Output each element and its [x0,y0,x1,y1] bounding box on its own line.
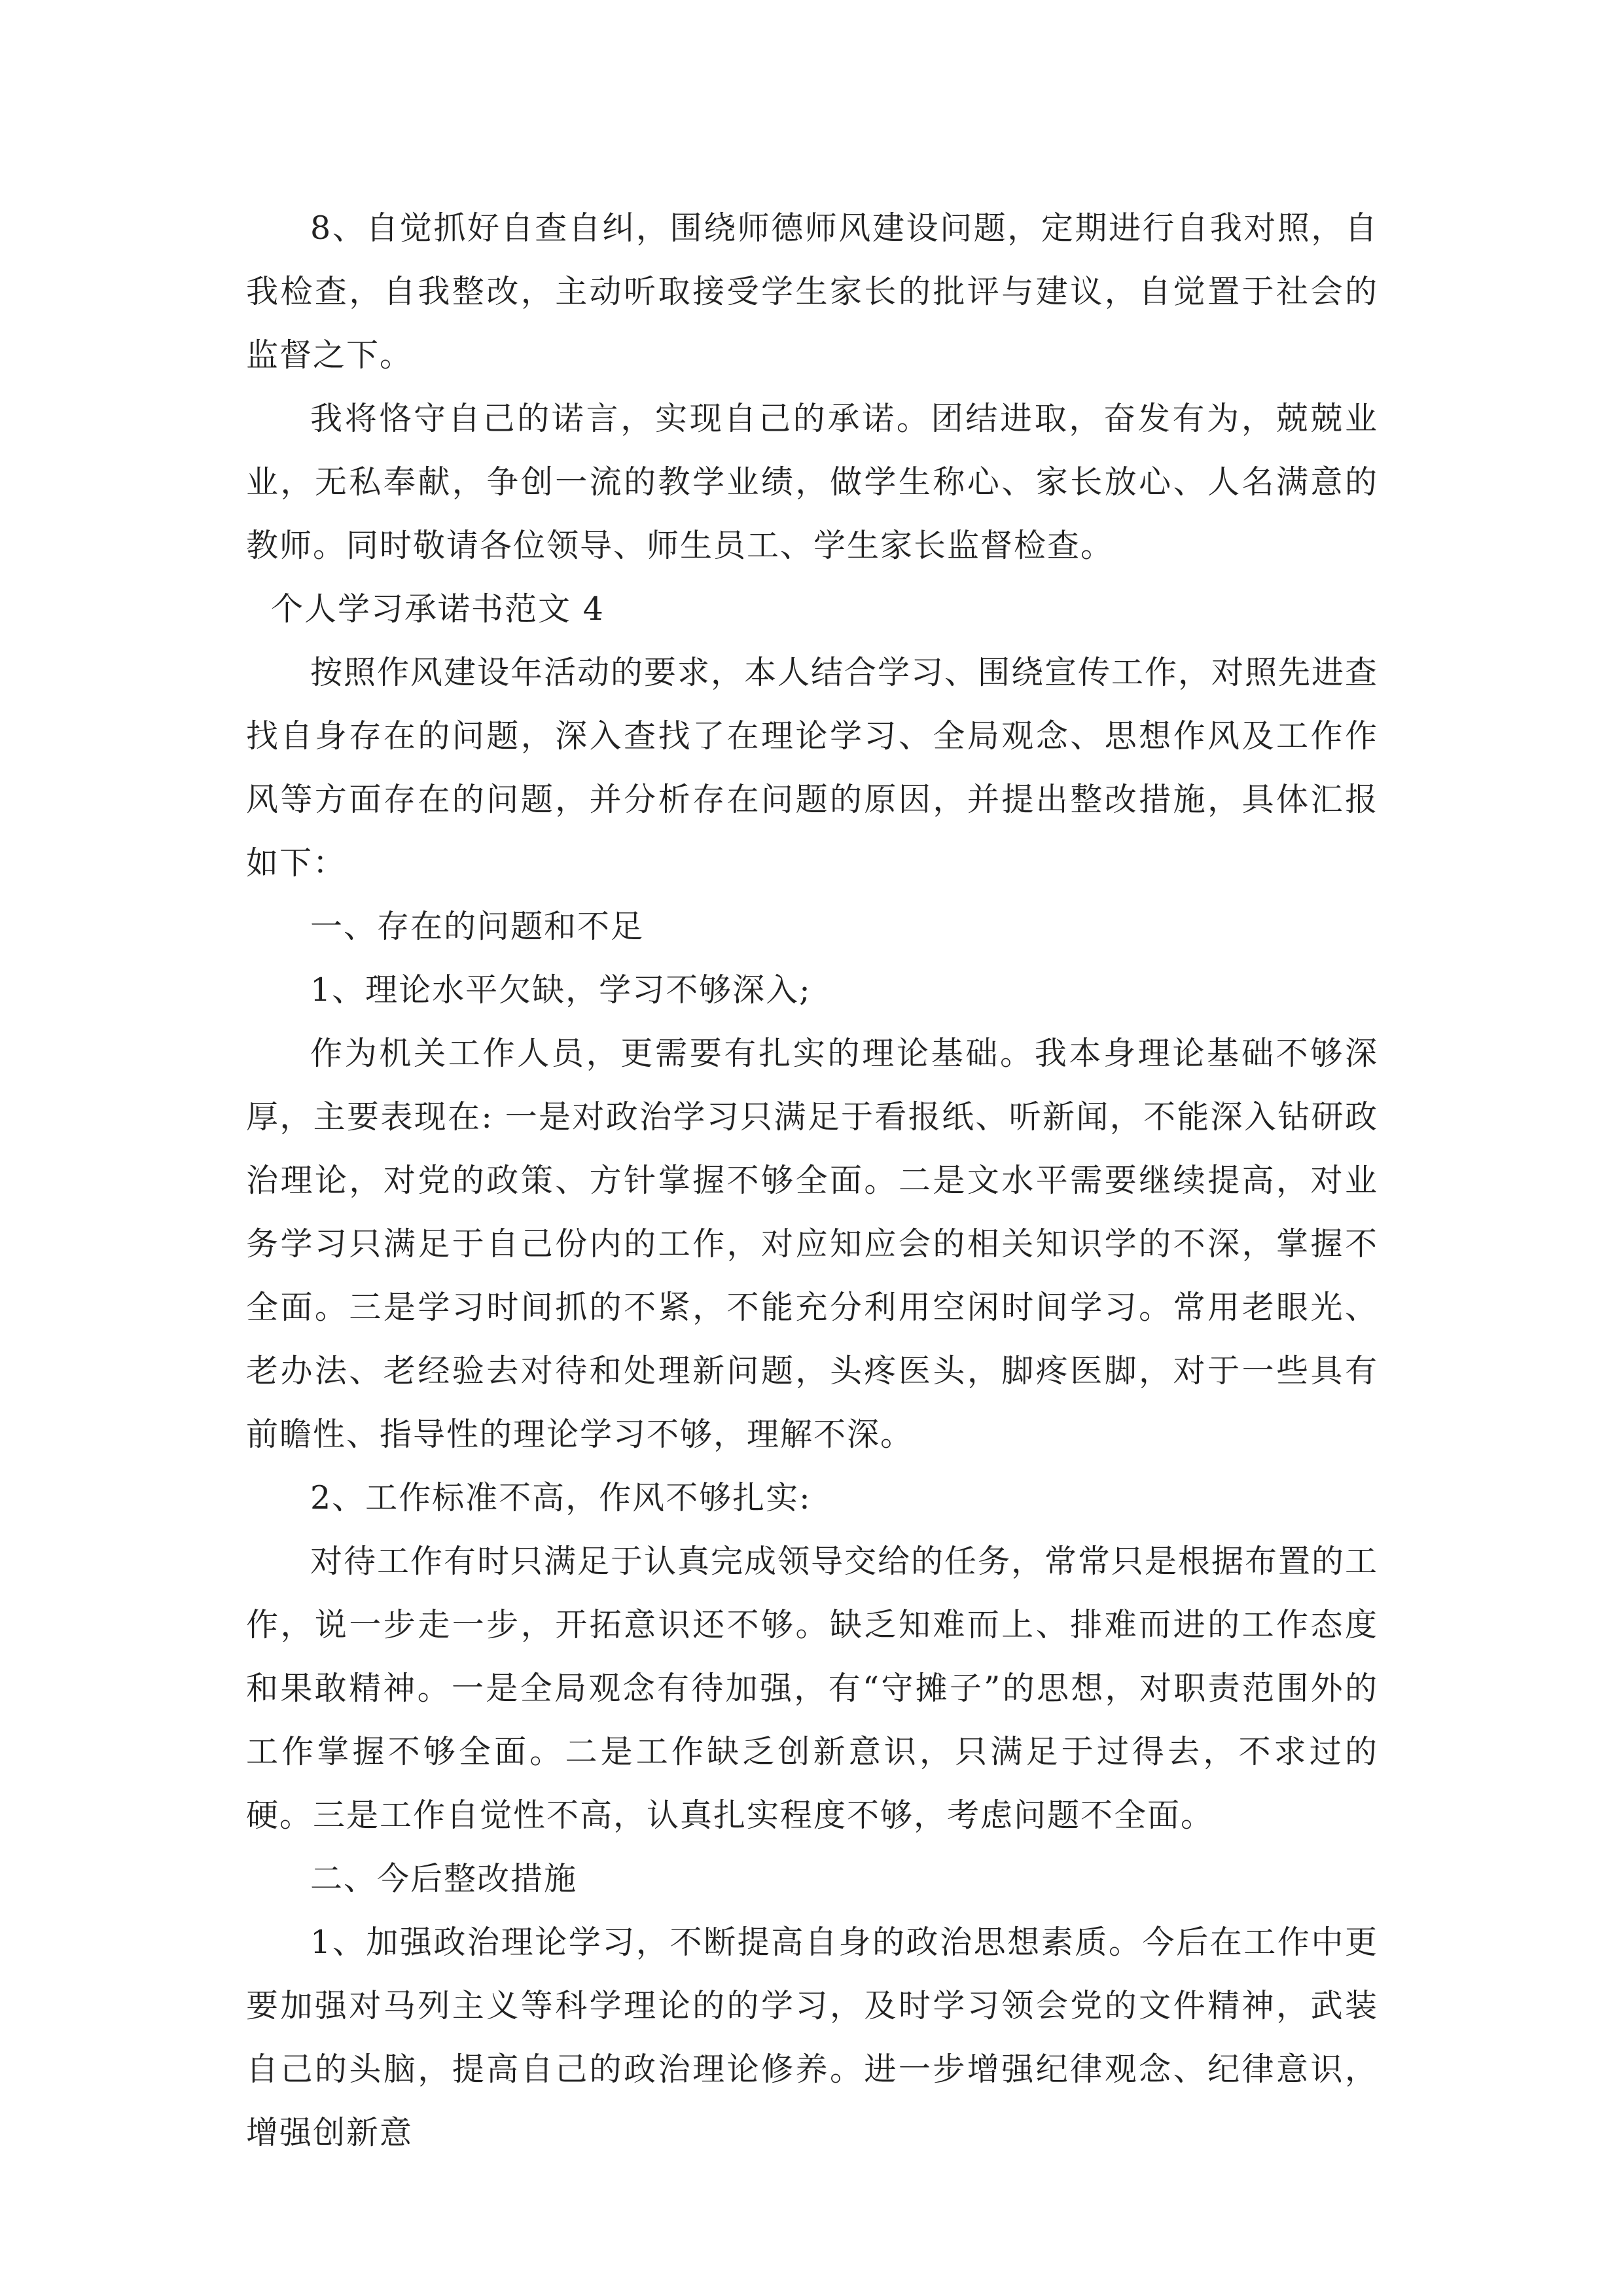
section-heading-problems: 一、存在的问题和不足 [310,908,645,945]
paragraph-item-8: 8、自觉抓好自查自纠，围绕师德师风建设问题，定期进行自我对照，自我检查，自我整改，主动听取接受学生家长的批评与建议，自觉置于社会的监督之下。 [246,209,1378,374]
problem-1-body: 作为机关工作人员，更需要有扎实的理论基础。我本身理论基础不够深厚，主要表现在: 一是对政治学习只满足于看报纸、听新闻，不能深入钻研政治理论，对党的政策、方针掌握不够全面。二是文水平需要继续提高，对业务学习只满足于自己份内的工作，对应知应会的相关知识学的不深，掌握不全面。三是学习时间抓的不紧，不能充分利用空闲时间学习。常用老眼光、老办法、老经验去对待和处理新问题，头疼医头，脚疼医脚，对于一些具有前瞻性、指导性的理论学习不够，理解不深。 [246,1035,1378,1453]
problem-1-title: 1、理论水平欠缺，学习不够深入; [310,971,812,1009]
paragraph-intro: 按照作风建设年活动的要求，本人结合学习、围绕宣传工作，对照先进查找自身存在的问题，深入查找了在理论学习、全局观念、思想作风及工作作风等方面存在的问题，并分析存在问题的原因，并提出整改措施，具体汇报如下： [246,654,1379,882]
document-body [246,196,1378,2164]
section-title: 个人学习承诺书范文 4 [271,590,605,628]
problem-2-body: 对待工作有时只满足于认真完成领导交给的任务，常常只是根据布置的工作，说一步走一步，开拓意识还不够。缺乏知难而上、排难而进的工作态度和果敢精神。一是全局观念有待加强，有“守摊子”的思想，对职责范围外的工作掌握不够全面。二是工作缺乏创新意识，只满足于过得去，不求过的硬。三是工作自觉性不高，认真扎实程度不够，考虑问题不全面。 [246,1543,1379,1834]
section-heading-measures: 二、今后整改措施 [310,1860,578,1897]
paragraph-promise: 我将恪守自己的诺言，实现自己的承诺。团结进取，奋发有为，兢兢业业，无私奉献，争创一流的教学业绩，做学生称心、家长放心、人名满意的教师。同时敬请各位领导、师生员工、学生家长监督检查。 [246,400,1378,564]
measure-1: 1、加强政治理论学习，不断提高自身的政治思想素质。今后在工作中更要加强对马列主义等科学理论的的学习，及时学习领会党的文件精神，武装自己的头脑，提高自己的政治理论修养。进一步增强纪律观念、纪律意识，增强创新意 [246,1924,1378,2151]
problem-2-title: 2、工作标准不高，作风不够扎实: [310,1479,812,1516]
